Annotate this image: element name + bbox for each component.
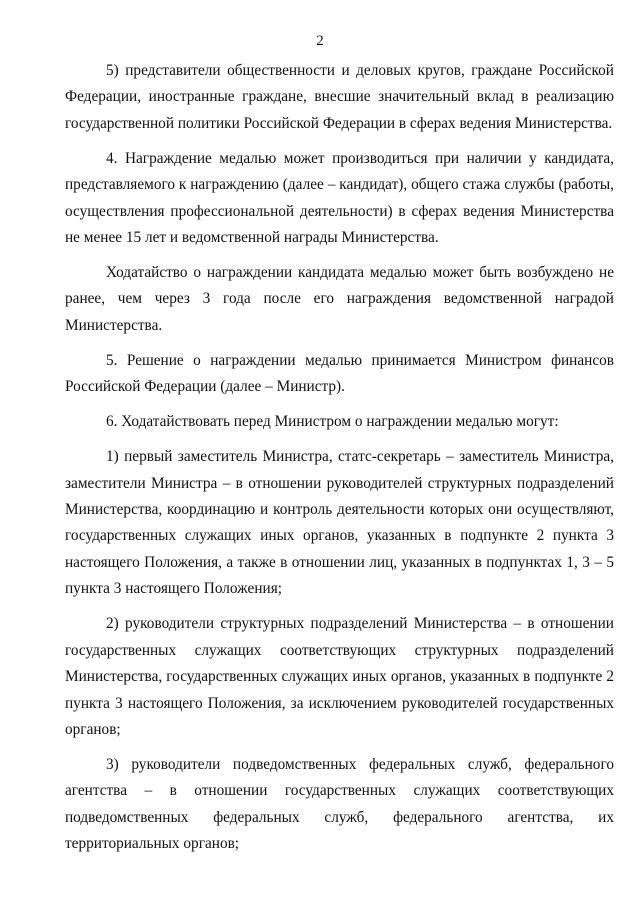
paragraph-clause-4: 4. Награждение медалью может производиться при наличии у кандидата, представляемого к награждению (далее – кандидат), общего стажа службы (работы, осуществления профессиональной деятельности) в сферах ведения Министерства не менее 15 лет и ведомственной награды Министерства. (65, 149, 614, 247)
paragraph-item-5: 5) представители общественности и деловых кругов, граждане Российской Федерации, иностранные граждане, внесшие значительный вклад в реализацию государственной политики Российской Федерации в сферах ведения Министерства. (65, 62, 614, 132)
paragraph-subitem-3: 3) руководители подведомственных федеральных служб, федерального агентства – в отношении государственных служащих соответствующих подведомственных федеральных служб, федерального агентства, их территориальных органов; (65, 755, 614, 853)
document-body (65, 58, 614, 858)
paragraph-clause-5: 5. Решение о награждении медалью принимается Министром финансов Российской Федерации (далее – Министр). (65, 351, 614, 396)
paragraph-petition-timing: Ходатайство о награждении кандидата медалью может быть возбуждено не ранее, чем через 3 года после его награждения ведомственной наградой Министерства. (65, 264, 614, 334)
paragraph-subitem-2: 2) руководители структурных подразделений Министерства – в отношении государственных служащих соответствующих структурных подразделений Министерства, государственных служащих иных органов, указанных в подпункте 2 пункта 3 настоящего Положения, за исключением руководителей государственных органов; (65, 615, 614, 738)
page-number: 2 (316, 33, 324, 49)
paragraph-subitem-1: 1) первый заместитель Министра, статс-секретарь – заместитель Министра, заместители Министра – в отношении руководителей структурных подразделений Министерства, координацию и контроль деятельности которых они осуществляют, государственных служащих иных органов, указанных в подпункте 2 пункта 3 настоящего Положения, а также в отношении лиц, указанных в подпунктах 1, 3 – 5 пункта 3 настоящего Положения; (65, 448, 614, 598)
paragraph-clause-6: 6. Ходатайствовать перед Министром о награждении медалью могут: (106, 413, 559, 431)
